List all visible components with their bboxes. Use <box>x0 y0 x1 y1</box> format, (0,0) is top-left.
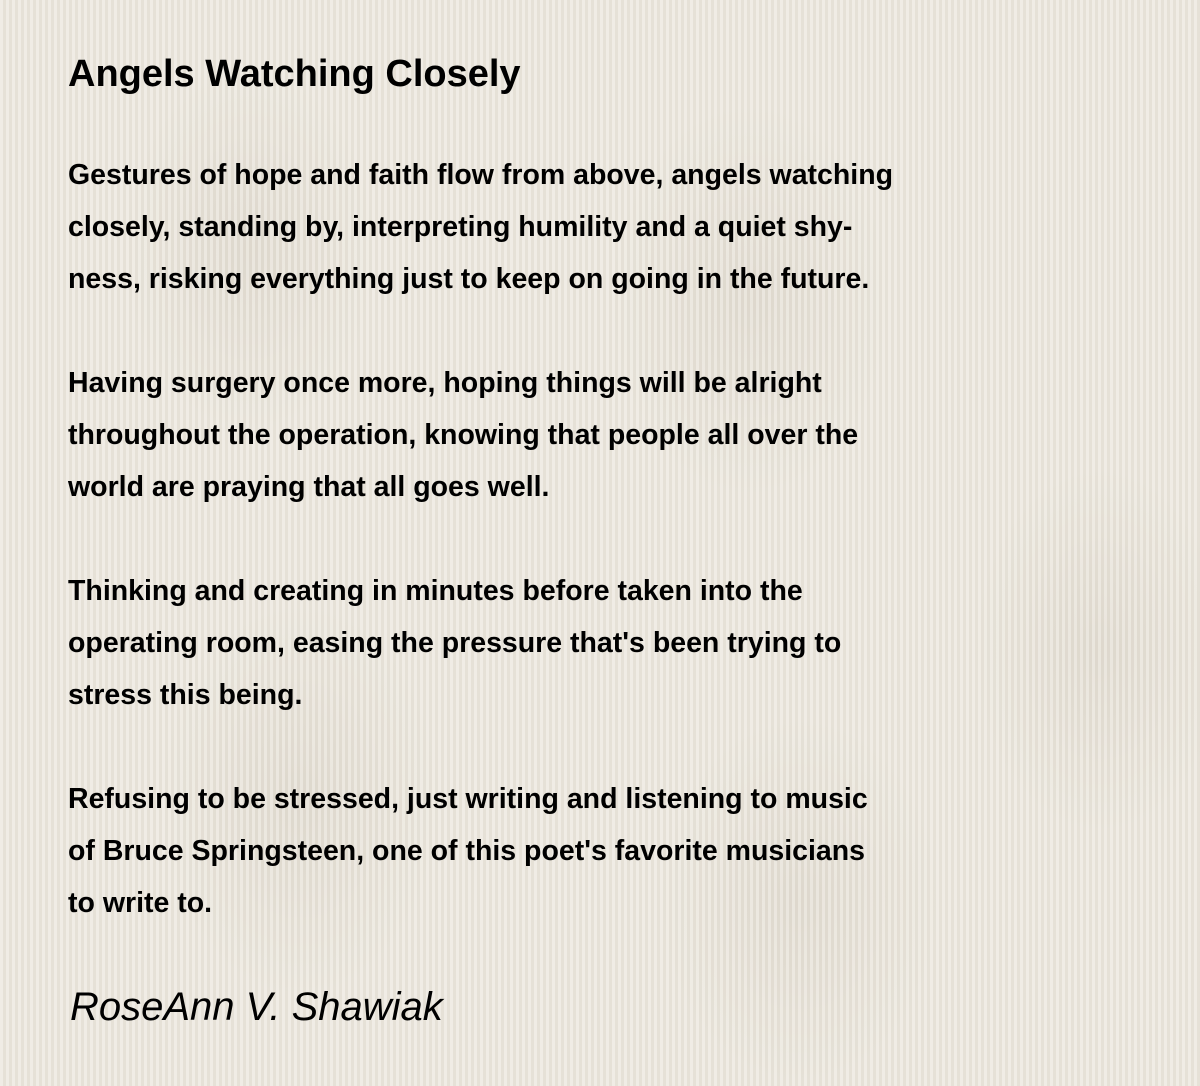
stanza <box>68 773 893 929</box>
poem-line: Having surgery once more, hoping things will be alright <box>68 367 822 399</box>
poem-line: Refusing to be stressed, just writing and listening to music <box>68 783 868 815</box>
poem-line: operating room, easing the pressure that's been trying to <box>68 627 842 659</box>
stanza <box>68 149 893 305</box>
poem-line: to write to. <box>68 887 213 919</box>
poem-line: stress this being. <box>68 679 303 711</box>
poem-line: closely, standing by, interpreting humility and a quiet shy- <box>68 211 853 243</box>
poem-body <box>68 149 893 981</box>
poem-line: of Bruce Springsteen, one of this poet's favorite musicians <box>68 835 866 867</box>
poem-line: Thinking and creating in minutes before taken into the <box>68 575 803 607</box>
poem-author: RoseAnn V. Shawiak <box>70 985 443 1029</box>
poem-line: Gestures of hope and faith flow from above, angels watching <box>68 159 894 191</box>
poem-title: Angels Watching Closely <box>68 53 521 95</box>
poem-line: throughout the operation, knowing that people all over the <box>68 419 859 451</box>
stanza <box>68 357 893 513</box>
stanza <box>68 565 893 721</box>
poem-line: world are praying that all goes well. <box>68 471 550 503</box>
poem-line: ness, risking everything just to keep on going in the future. <box>68 263 870 295</box>
